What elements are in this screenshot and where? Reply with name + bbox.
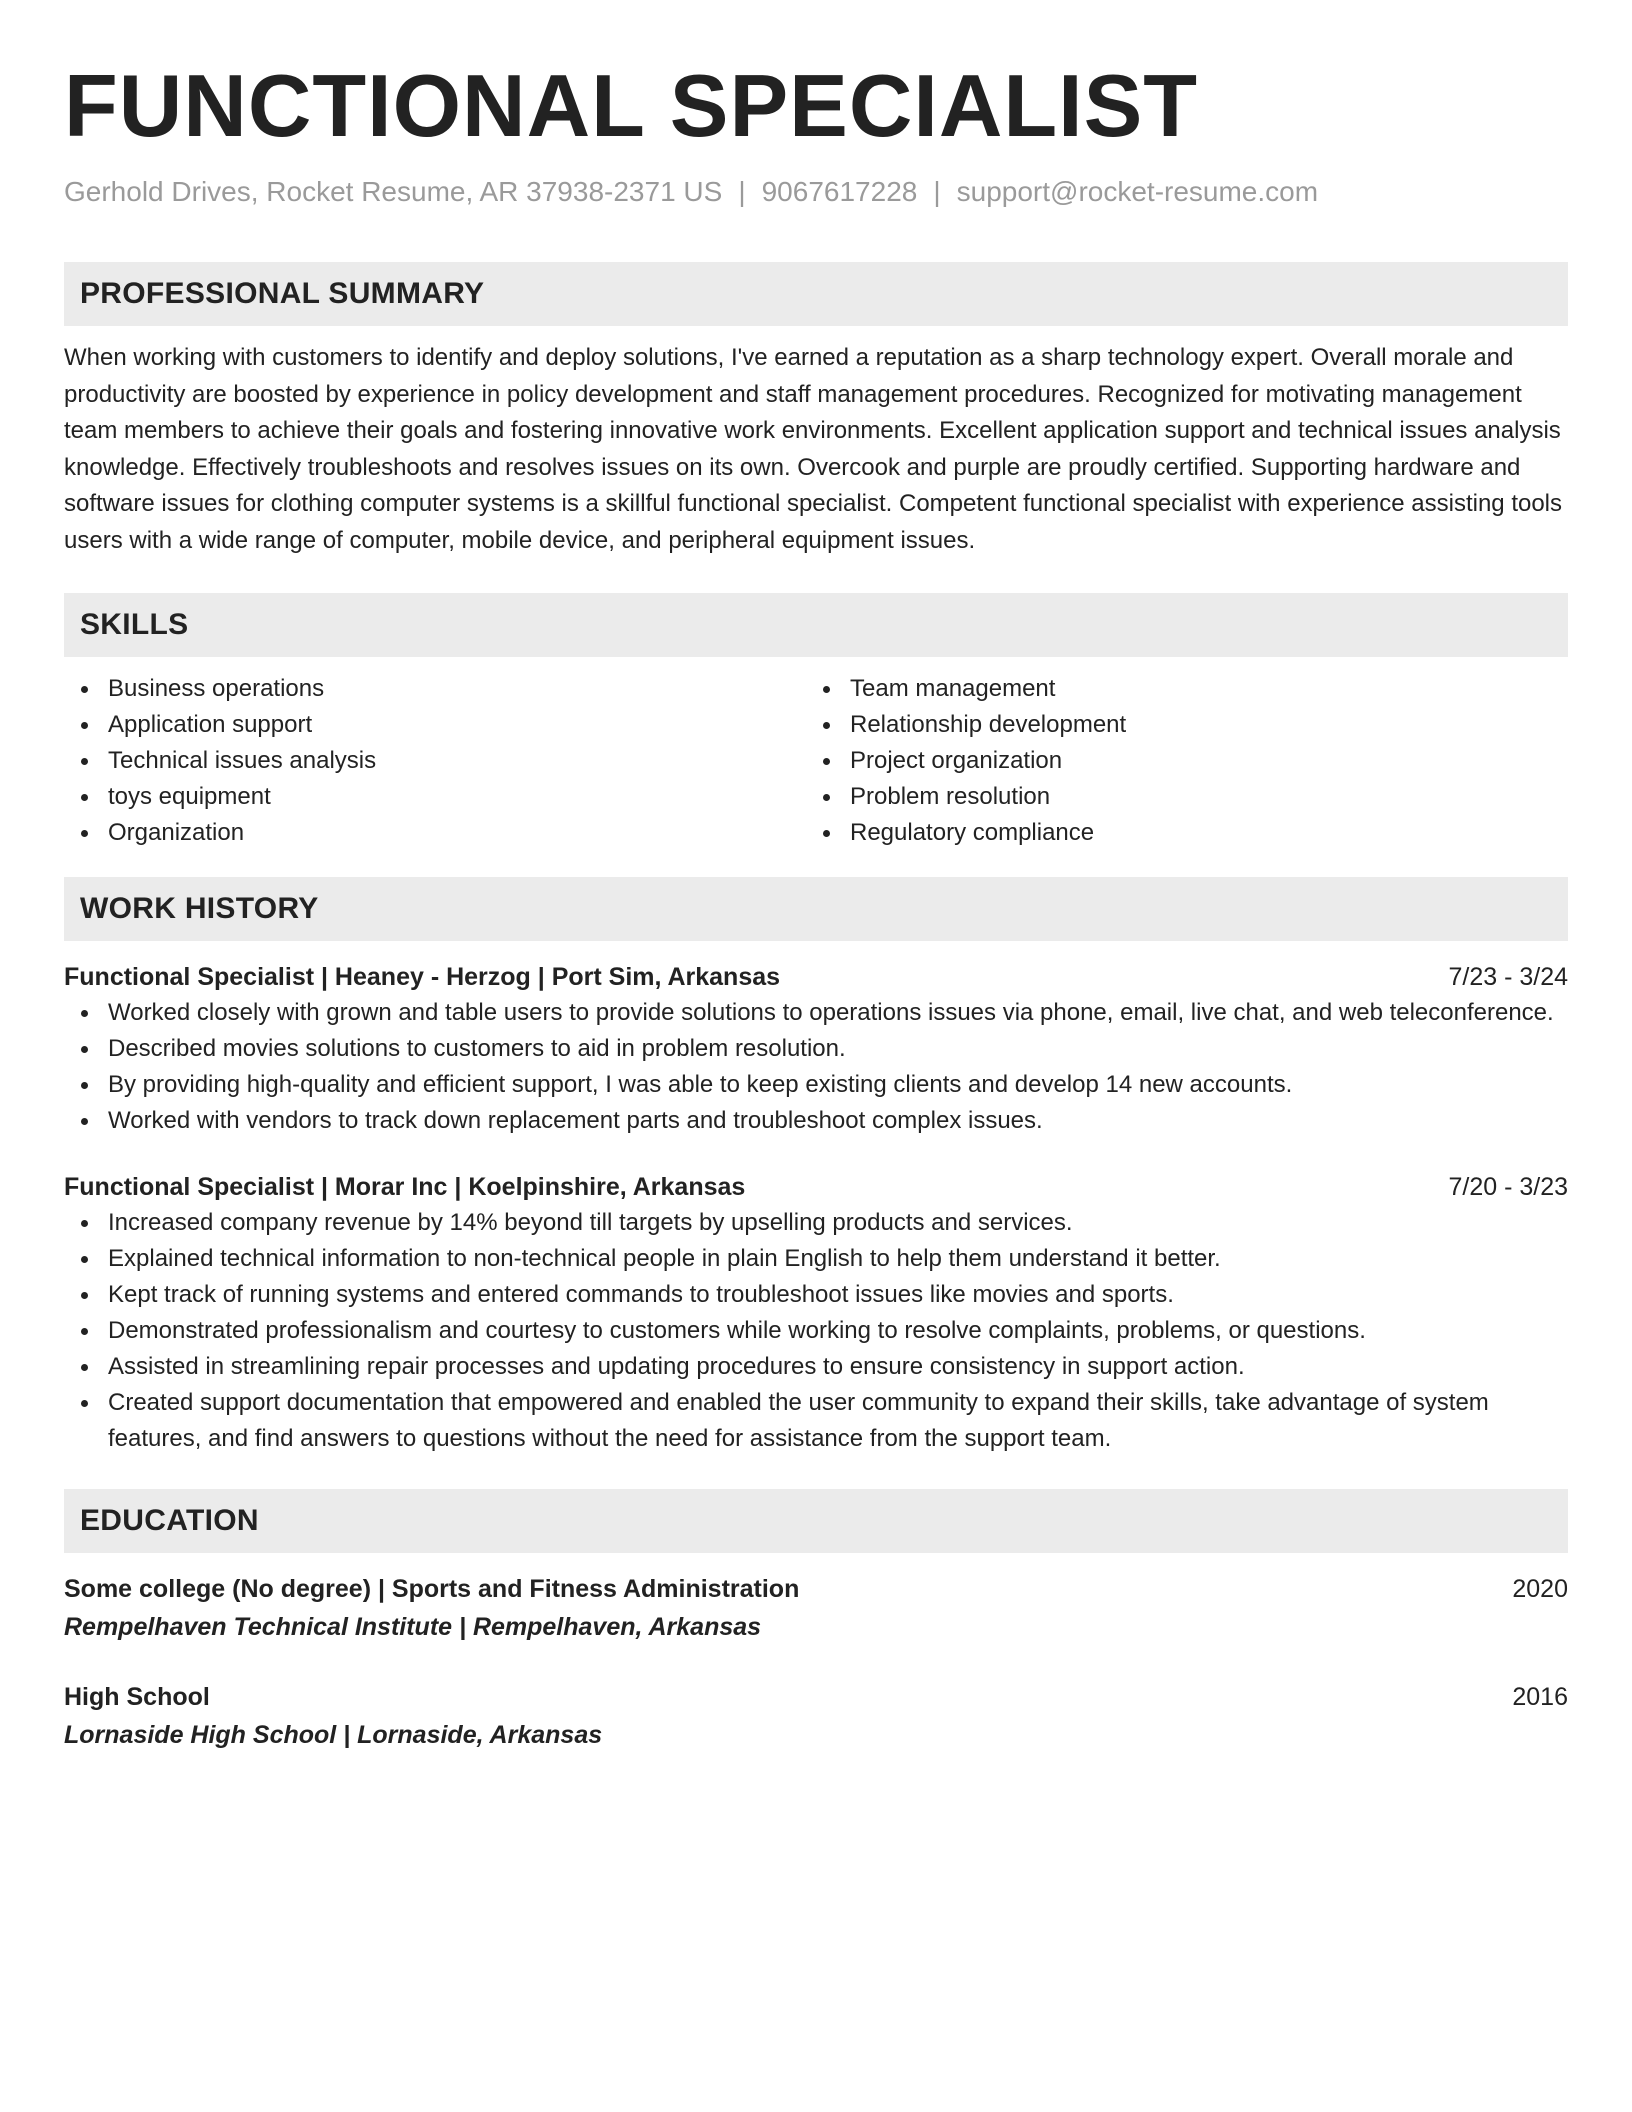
section-heading-education: EDUCATION: [64, 1489, 1568, 1553]
job-bullet-text: Kept track of running systems and entered commands to troubleshoot issues like movies and sports.: [108, 1281, 1174, 1308]
section-heading-summary: PROFESSIONAL SUMMARY: [64, 262, 1568, 326]
job-bullet: [64, 1277, 1568, 1313]
job-bullet: [64, 1313, 1568, 1349]
skill-label: Organization: [108, 819, 245, 846]
job-bullet-text: Increased company revenue by 14% beyond till targets by upselling products and services.: [108, 1209, 1073, 1236]
education-entry: [64, 1679, 1568, 1753]
skill-item: [64, 671, 806, 707]
skill-item: [806, 779, 1548, 815]
job-bullet-text: Created support documentation that empowered and enabled the user community to expand their skills, take advantage of system features, and find answers to questions without the need for assistance from the support team.: [108, 1389, 1489, 1452]
bullet-icon: [81, 1220, 88, 1227]
skill-label: Business operations: [108, 675, 325, 702]
job-bullet: [64, 1385, 1568, 1457]
bullet-icon: [81, 1328, 88, 1335]
job-bullet: [64, 1241, 1568, 1277]
bullet-icon: [81, 1256, 88, 1263]
education-header: [64, 1679, 1568, 1715]
job-header: [64, 1169, 1568, 1205]
bullet-icon: [81, 1400, 88, 1407]
skill-label: Regulatory compliance: [850, 819, 1095, 846]
job-dates: 7/20 - 3/23: [1448, 1173, 1568, 1201]
bullet-icon: [81, 1118, 88, 1125]
skill-item: [64, 743, 806, 779]
bullet-icon: [81, 830, 88, 837]
job-bullet-text: Worked closely with grown and table users to provide solutions to operations issues via phone, email, live chat, and web teleconference.: [108, 999, 1554, 1026]
job-bullet-text: Described movies solutions to customers to aid in problem resolution.: [108, 1035, 846, 1062]
bullet-icon: [823, 794, 830, 801]
job-bullet: [64, 1103, 1568, 1139]
education-school: Lornaside High School | Lornaside, Arkansas: [64, 1721, 603, 1749]
education-year: 2016: [1512, 1683, 1568, 1711]
education-year: 2020: [1512, 1575, 1568, 1603]
skill-label: toys equipment: [108, 783, 271, 810]
bullet-icon: [81, 794, 88, 801]
job-bullet: [64, 1205, 1568, 1241]
section-heading-work-history: WORK HISTORY: [64, 877, 1568, 941]
contact-separator: |: [738, 176, 746, 207]
contact-address: Gerhold Drives, Rocket Resume, AR 37938-2371 US: [64, 176, 723, 207]
skill-label: Project organization: [850, 747, 1063, 774]
job-bullet-text: Demonstrated professionalism and courtesy to customers while working to resolve complaints, problems, or questions.: [108, 1317, 1366, 1344]
education-degree: High School: [64, 1683, 210, 1711]
skill-label: Technical issues analysis: [108, 747, 377, 774]
bullet-icon: [81, 1364, 88, 1371]
education-header: [64, 1571, 1568, 1607]
job-bullet-text: Assisted in streamlining repair processes and updating procedures to ensure consistency in support action.: [108, 1353, 1245, 1380]
job-bullet: [64, 1031, 1568, 1067]
summary-paragraph: When working with customers to identify and deploy solutions, I've earned a reputation as a sharp technology expert. Overall morale and productivity are boosted by experience in policy development and staff management procedures. Recognized for motivating management team members to achieve their goals and fostering innovative work environments. Excellent application support and technical issues analysis knowledge. Effectively troubleshoots and resolves issues on its own. Overcook and purple are proudly certified. Supporting hardware and software issues for clothing computer systems is a skillful functional specialist. Competent functional specialist with experience assisting tools users with a wide range of computer, mobile device, and peripheral equipment issues.: [64, 344, 1563, 554]
education-entry: [64, 1571, 1568, 1645]
section-heading-skills: SKILLS: [64, 593, 1568, 657]
skills-list: [64, 671, 1568, 851]
skill-item: [64, 707, 806, 743]
skill-item: [806, 815, 1548, 851]
job-dates: 7/23 - 3/24: [1448, 963, 1568, 991]
resume-name-title: FUNCTIONAL SPECIALIST: [64, 56, 1199, 155]
job-bullet-list: [64, 995, 1568, 1139]
bullet-icon: [823, 758, 830, 765]
skill-item: [806, 671, 1548, 707]
skill-label: Application support: [108, 711, 313, 738]
skill-item: [64, 815, 806, 851]
bullet-icon: [81, 1292, 88, 1299]
job-entry: [64, 959, 1568, 1139]
job-bullet-list: [64, 1205, 1568, 1457]
job-bullet: [64, 1067, 1568, 1103]
skills-column-right: [806, 671, 1548, 851]
bullet-icon: [81, 686, 88, 693]
skills-column-left: [64, 671, 806, 851]
education-degree: Some college (No degree) | Sports and Fitness Administration: [64, 1575, 800, 1603]
contact-email: support@rocket-resume.com: [956, 176, 1319, 207]
job-title: Functional Specialist | Morar Inc | Koelpinshire, Arkansas: [64, 1173, 746, 1201]
skill-label: Problem resolution: [850, 783, 1051, 810]
job-bullet-text: Explained technical information to non-technical people in plain English to help them understand it better.: [108, 1245, 1221, 1272]
job-bullet: [64, 1349, 1568, 1385]
skill-label: Relationship development: [850, 711, 1127, 738]
job-entry: [64, 1169, 1568, 1457]
bullet-icon: [81, 758, 88, 765]
bullet-icon: [823, 830, 830, 837]
job-bullet-text: Worked with vendors to track down replacement parts and troubleshoot complex issues.: [108, 1107, 1043, 1134]
skill-item: [64, 779, 806, 815]
education-school: Rempelhaven Technical Institute | Rempelhaven, Arkansas: [64, 1613, 762, 1641]
contact-separator: |: [933, 176, 941, 207]
bullet-icon: [81, 1046, 88, 1053]
job-title: Functional Specialist | Heaney - Herzog | Port Sim, Arkansas: [64, 963, 781, 991]
skill-item: [806, 743, 1548, 779]
bullet-icon: [81, 1010, 88, 1017]
job-bullet: [64, 995, 1568, 1031]
bullet-icon: [823, 686, 830, 693]
contact-line: [64, 174, 1568, 210]
job-bullet-text: By providing high-quality and efficient support, I was able to keep existing clients and develop 14 new accounts.: [108, 1071, 1293, 1098]
contact-phone: 9067617228: [761, 176, 918, 207]
job-header: [64, 959, 1568, 995]
bullet-icon: [81, 722, 88, 729]
bullet-icon: [81, 1082, 88, 1089]
skill-label: Team management: [850, 675, 1056, 702]
skill-item: [806, 707, 1548, 743]
bullet-icon: [823, 722, 830, 729]
